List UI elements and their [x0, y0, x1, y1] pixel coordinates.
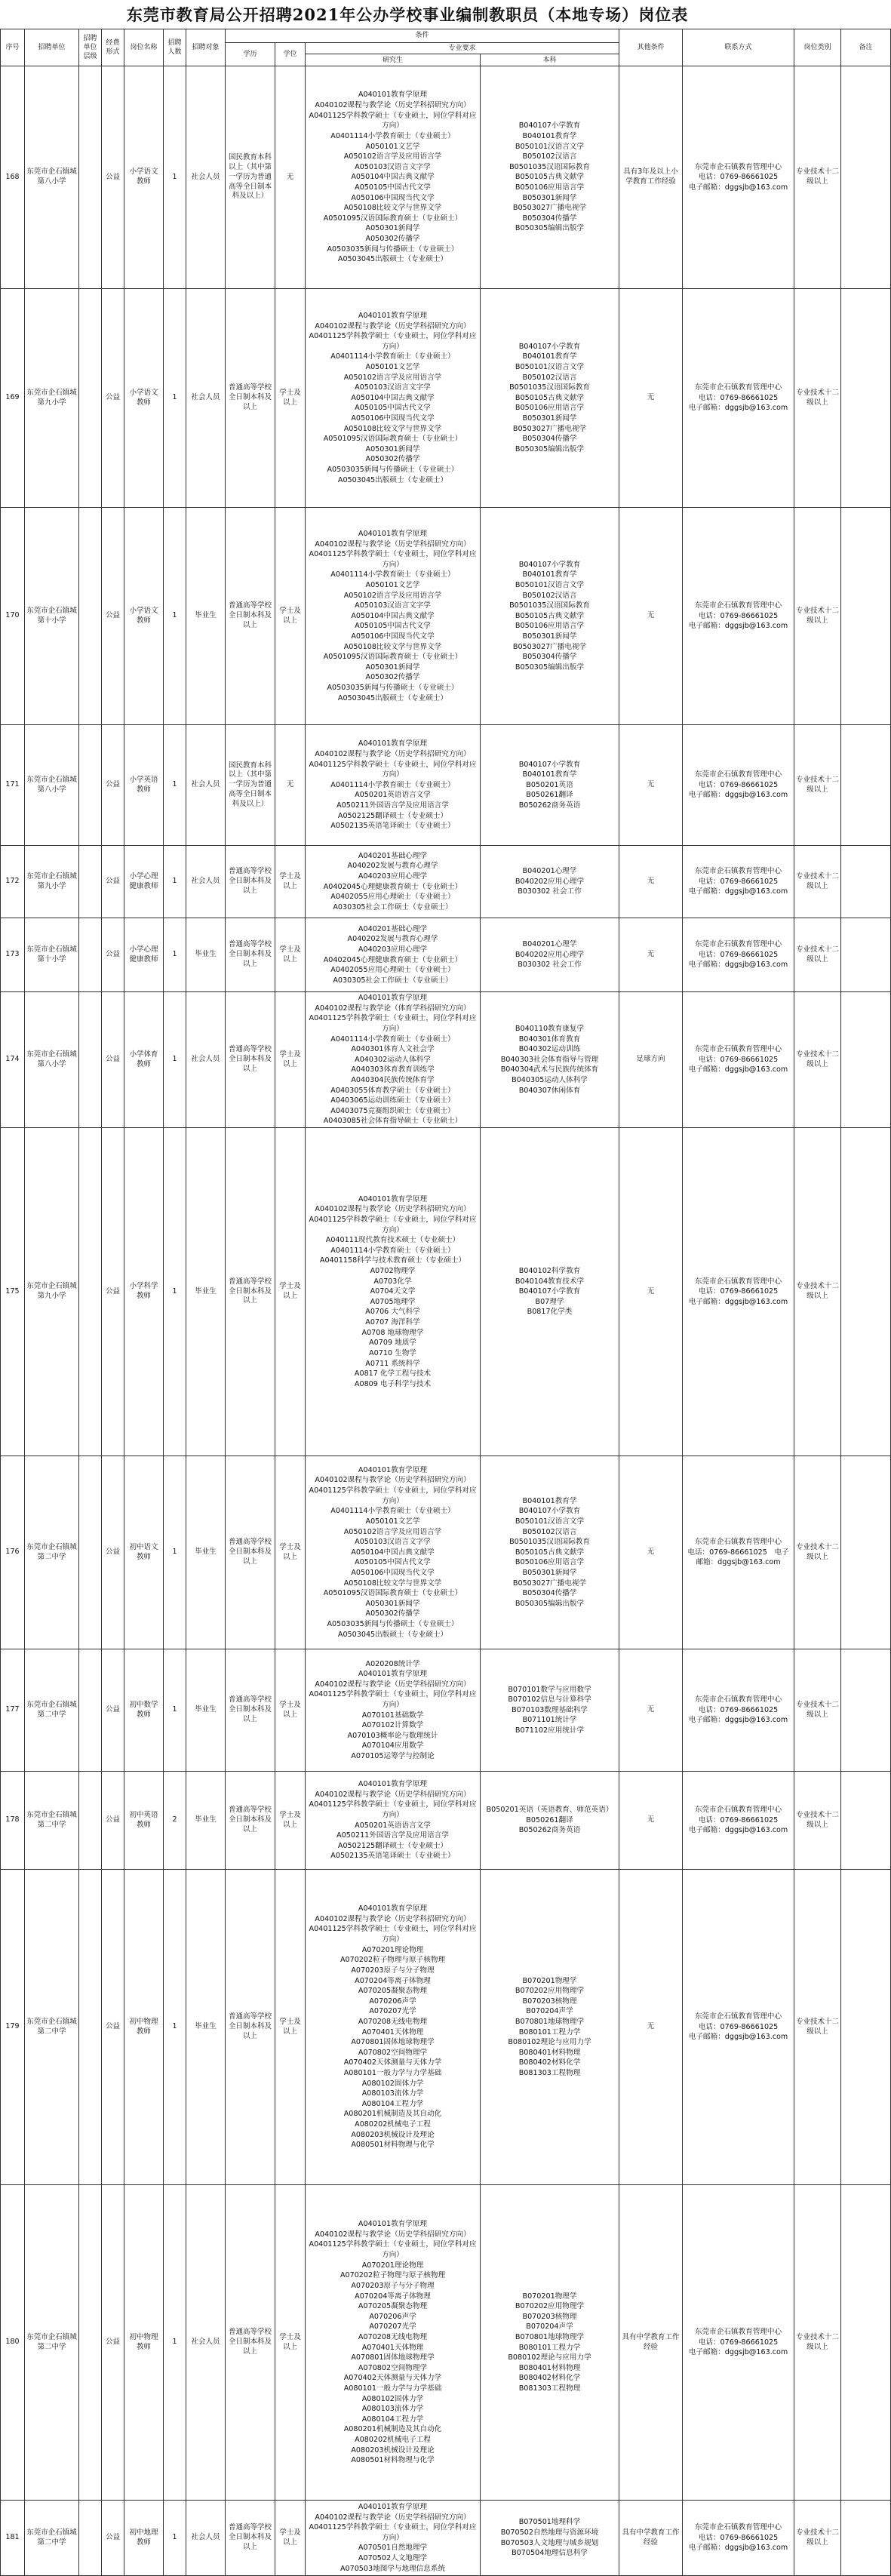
cell-post: 小学语文教师: [124, 289, 164, 508]
cell-remark: [841, 846, 891, 918]
header-other: 其他条件: [619, 29, 683, 66]
cell-num: 1: [164, 1870, 186, 2185]
header-contact: 联系方式: [683, 29, 794, 66]
cell-edu: 普通高等学校全日制本科及以上: [226, 918, 275, 992]
cell-post: 初中物理教师: [124, 1870, 164, 2185]
cell-target: 毕业生: [186, 508, 226, 725]
cell-edu: 普通高等学校全日制本科及以上: [226, 1128, 275, 1456]
cell-degree: 学士及以上: [275, 508, 306, 725]
cell-grad: A040101教育学原理 A040102课程与教学论（历史学科招研究方向） A0401125学科教学硕士（专业硕士，同位学科对应方向） A0401114小学教育硕士（专业硕士） A050201英语语言文学 A050211外国语言学及应用语言学 A0502125翻译硕士（专业硕士） A0502135英语笔译硕士（专业硕士）: [306, 725, 481, 846]
cell-unit: 东莞市企石镇城第九小学: [25, 846, 79, 918]
cell-posttype: 专业技术十二级以上: [794, 1870, 841, 2185]
cell-num: 1: [164, 1456, 186, 1649]
cell-other: 足球方向: [619, 992, 683, 1128]
cell-posttype: 专业技术十二级以上: [794, 289, 841, 508]
table-row: [1, 66, 891, 289]
cell-edu: 普通高等学校全日制本科及以上: [226, 289, 275, 508]
cell-seq: 180: [1, 2185, 25, 2501]
cell-num: 1: [164, 992, 186, 1128]
cell-unit: 东莞市企石镇城第二中学: [25, 2185, 79, 2501]
cell-target: 毕业生: [186, 1128, 226, 1456]
cell-contact: 东莞市企石镇教育管理中心 电话：0769-86661025 电子邮箱：dggsjb@163.com: [683, 1456, 794, 1649]
cell-unit: 东莞市企石镇城第八小学: [25, 725, 79, 846]
cell-edu: 普通高等学校全日制本科及以上: [226, 2185, 275, 2501]
cell-posttype: 专业技术十二级以上: [794, 725, 841, 846]
cell-under: B040101教育学 B040107小学教育 B050101汉语言文学 B050102汉语言 B0501035汉语国际教育 B050105古典文献学 B050106应用语言学 B050301新闻学 B0503027广播电视学 B050304传播学 B050305编辑出版学: [481, 1456, 619, 1649]
cell-num: 1: [164, 725, 186, 846]
cell-under: B070201物理学 B070202应用物理学 B070203核物理 B070204声学 B070801地球物理学 B080101工程力学 B080102理论与应用力学 B080401材料物理 B080402材料化学 B081303工程物理: [481, 1870, 619, 2185]
cell-under: B040107小学教育 B040101教育学 B050101汉语言文学 B050102汉语言 B0501035汉语国际教育 B050105古典文献学 B050106应用语言学 B050301新闻学 B0503027广播电视学 B050304传播学 B050305编辑出版学: [481, 289, 619, 508]
cell-nature: 公益: [102, 66, 124, 289]
cell-num: 1: [164, 508, 186, 725]
cell-under: B050201英语（英语教育、师范英语） B050261翻译 B050262商务英语: [481, 1772, 619, 1870]
cell-grad: A040101教育学原理 A040102课程与教学论（历史学科招研究方向） A0401125学科教学硕士（专业硕士，同位学科对应方向） A0401114小学教育硕士（专业硕士） A050101文艺学 A050102语言学及应用语言学 A050103汉语言文字学 A050104中国古典文献学 A050105中国古代文学 A050106中国现当代文学 A050108比较文学与世界文学 A0501095汉语国际教育硕士（专业硕士） A050301新闻学 A050302传播学 A0503035新闻与传播硕士（专业硕士） A0503045出版硕士（专业硕士）: [306, 289, 481, 508]
cell-remark: [841, 1456, 891, 1649]
cell-post: 初中数学教师: [124, 1649, 164, 1772]
cell-remark: [841, 1128, 891, 1456]
cell-nature: 公益: [102, 289, 124, 508]
cell-contact: 东莞市企石镇教育管理中心 电话：0769-86661025 电子邮箱：dggsjb@163.com: [683, 289, 794, 508]
cell-post: 初中英语教师: [124, 1772, 164, 1870]
cell-target: 社会人员: [186, 289, 226, 508]
cell-grad: A040201基础心理学 A040202发展与教育心理学 A040203应用心理学 A0402045心理健康教育硕士（专业硕士） A0402055应用心理硕士（专业硕士） A030305社会工作硕士（专业硕士）: [306, 846, 481, 918]
cell-post: 初中语文教师: [124, 1456, 164, 1649]
header-grad: 研究生: [306, 54, 481, 66]
cell-posttype: 专业技术十二级以上: [794, 1456, 841, 1649]
cell-posttype: 专业技术十二级以上: [794, 508, 841, 725]
cell-remark: [841, 2501, 891, 2576]
cell-edu: 国民教育本科以上（其中第一学历为普通高等全日制本科及以上）: [226, 725, 275, 846]
cell-posttype: 专业技术十二级以上: [794, 918, 841, 992]
cell-contact: 东莞市企石镇教育管理中心 电话：0769-86661025 电子邮箱：dggsjb@163.com: [683, 1772, 794, 1870]
cell-contact: 东莞市企石镇教育管理中心 电话：0769-86661025 电子邮箱：dggsjb@163.com: [683, 918, 794, 992]
cell-level: [79, 2185, 102, 2501]
cell-remark: [841, 918, 891, 992]
cell-remark: [841, 2185, 891, 2501]
header-level: 招聘单位层级: [79, 29, 102, 66]
cell-target: 毕业生: [186, 1456, 226, 1649]
cell-edu: 普通高等学校全日制本科及以上: [226, 992, 275, 1128]
cell-level: [79, 918, 102, 992]
cell-level: [79, 1870, 102, 2185]
cell-target: 社会人员: [186, 2185, 226, 2501]
cell-other: 无: [619, 725, 683, 846]
cell-seq: 169: [1, 289, 25, 508]
cell-seq: 175: [1, 1128, 25, 1456]
header-num: 招聘人数: [164, 29, 186, 66]
cell-degree: 无: [275, 66, 306, 289]
cell-degree: 无: [275, 725, 306, 846]
cell-edu: 国民教育本科以上（其中第一学历为普通高等全日制本科及以上）: [226, 66, 275, 289]
cell-degree: 学士及以上: [275, 1870, 306, 2185]
cell-unit: 东莞市企石镇城第十小学: [25, 508, 79, 725]
cell-seq: 174: [1, 992, 25, 1128]
cell-seq: 177: [1, 1649, 25, 1772]
cell-remark: [841, 1772, 891, 1870]
cell-grad: A040201基础心理学 A040202发展与教育心理学 A040203应用心理学 A0402045心理健康教育硕士（专业硕士） A0402055应用心理硕士（专业硕士） A030305社会工作硕士（专业硕士）: [306, 918, 481, 992]
header-seq: 序号: [1, 29, 25, 66]
cell-post: 小学语文教师: [124, 508, 164, 725]
cell-level: [79, 992, 102, 1128]
cell-nature: 公益: [102, 508, 124, 725]
cell-grad: A020208统计学 A040101教育学原理 A040102课程与教学论（历史学科招研究方向） A0401125学科教学硕士（专业硕士，同位学科对应方向） A070101基础数学 A070102计算数学 A070103概率论与数理统计 A070104应用数学 A070105运筹学与控制论: [306, 1649, 481, 1772]
cell-remark: [841, 725, 891, 846]
table-row: [1, 1772, 891, 1870]
header-major: 专业要求: [306, 43, 619, 54]
cell-target: 社会人员: [186, 725, 226, 846]
header-under: 本科: [481, 54, 619, 66]
cell-contact: 东莞市企石镇教育管理中心 电话：0769-86661025 电子邮箱：dggsjb@163.com: [683, 2501, 794, 2576]
cell-level: [79, 1772, 102, 1870]
cell-grad: A040101教育学原理 A040102课程与教学论（历史学科招研究方向） A0401125学科教学硕士（专业硕士，同位学科对应方向） A050201英语语言文学 A050211外国语言学及应用语言学 A0502125翻译硕士（专业硕士） A0502135英语笔译硕士（专业硕士）: [306, 1772, 481, 1870]
cell-level: [79, 1456, 102, 1649]
cell-post: 初中地理教师: [124, 2501, 164, 2576]
cell-seq: 170: [1, 508, 25, 725]
table-row: [1, 1128, 891, 1456]
cell-target: 社会人员: [186, 846, 226, 918]
cell-under: B040107小学教育 B040101教育学 B050201英语 B050261翻译 B050262商务英语: [481, 725, 619, 846]
cell-num: 2: [164, 1772, 186, 1870]
cell-other: 无: [619, 846, 683, 918]
cell-unit: 东莞市企石镇城第九小学: [25, 1128, 79, 1456]
cell-under: B040201心理学 B040202应用心理学 B030302 社会工作: [481, 918, 619, 992]
cell-num: 1: [164, 846, 186, 918]
table-row: [1, 1870, 891, 2185]
cell-seq: 178: [1, 1772, 25, 1870]
cell-edu: 普通高等学校全日制本科及以上: [226, 846, 275, 918]
cell-grad: A040101教育学原理 A040102课程与教学论（历史学科招研究方向） A0401125学科教学硕士（专业硕士，同位学科对应方向） A040111现代教育技术硕士（专业硕士） A0401114小学教育硕士（专业硕士） A0401158科学与技术教育硕士（专业硕士） A0702物理学 A0703化学 A0704天文学 A0705地理学 A0706 大气科学 A0707 海洋科学 A0708 地球物理学 A0709 地质学 A0710 生物学 A0711 系统科学 A0817 化学工程与技术 A0809 电子科学与技术: [306, 1128, 481, 1456]
cell-unit: 东莞市企石镇城第九小学: [25, 289, 79, 508]
cell-posttype: 专业技术十二级以上: [794, 2501, 841, 2576]
cell-unit: 东莞市企石镇城第二中学: [25, 2501, 79, 2576]
header-remark: 备注: [841, 29, 891, 66]
cell-posttype: 专业技术十二级以上: [794, 1128, 841, 1456]
cell-other: 无: [619, 1128, 683, 1456]
cell-unit: 东莞市企石镇城第二中学: [25, 1649, 79, 1772]
cell-contact: 东莞市企石镇教育管理中心 电话：0769-86661025 电子邮箱：dggsjb@163.com: [683, 2185, 794, 2501]
cell-contact: 东莞市企石镇教育管理中心 电话：0769-86661025 电子邮箱：dggsjb@163.com: [683, 1870, 794, 2185]
cell-contact: 东莞市企石镇教育管理中心 电话：0769-86661025 电子邮箱：dggsjb@163.com: [683, 992, 794, 1128]
cell-nature: 公益: [102, 2185, 124, 2501]
cell-seq: 168: [1, 66, 25, 289]
cell-nature: 公益: [102, 1870, 124, 2185]
cell-post: 小学语文教师: [124, 66, 164, 289]
job-table: [0, 29, 891, 2576]
cell-nature: 公益: [102, 1456, 124, 1649]
cell-level: [79, 66, 102, 289]
cell-unit: 东莞市企石镇城第八小学: [25, 992, 79, 1128]
cell-grad: A040101教育学原理 A040102课程与教学论（历史学科招研究方向） A0401125学科教学硕士（专业硕士，同位学科对应方向） A0401114小学教育硕士（专业硕士） A050101文艺学 A050102语言学及应用语言学 A050103汉语言文字学 A050104中国古典文献学 A050105中国古代文学 A050106中国现当代文学 A050108比较文学与世界文学 A0501095汉语国际教育硕士（专业硕士） A050301新闻学 A050302传播学 A0503035新闻与传播硕士（专业硕士） A0503045出版硕士（专业硕士）: [306, 508, 481, 725]
cell-other: 无: [619, 1649, 683, 1772]
cell-num: 1: [164, 1128, 186, 1456]
cell-contact: 东莞市企石镇教育管理中心 电话：0769-86661025 电子邮箱：dggsjb@163.com: [683, 725, 794, 846]
table-row: [1, 1649, 891, 1772]
cell-degree: 学士及以上: [275, 2185, 306, 2501]
cell-grad: A040101教育学原理 A040102课程与教学论（历史学科招研究方向） A0401125学科教学硕士（专业硕士，同位学科对应方向） A0401114小学教育硕士（专业硕士） A050101文艺学 A050102语言学及应用语言学 A050103汉语言文字学 A050104中国古典文献学 A050105中国古代文学 A050106中国现当代文学 A050108比较文学与世界文学 A0501095汉语国际教育硕士（专业硕士） A050301新闻学 A050302传播学 A0503035新闻与传播硕士（专业硕士） A0503045出版硕士（专业硕士）: [306, 66, 481, 289]
cell-contact: 东莞市企石镇教育管理中心 电话：0769-86661025 电子邮箱：dggsjb@163.com: [683, 66, 794, 289]
cell-other: 具有中学教育工作经验: [619, 2501, 683, 2576]
cell-num: 1: [164, 2185, 186, 2501]
cell-nature: 公益: [102, 918, 124, 992]
cell-remark: [841, 1870, 891, 2185]
cell-nature: 公益: [102, 2501, 124, 2576]
cell-grad: A040101教育学原理 A040102课程与教学论（历史学科招研究方向） A0401125学科教学硕士（专业硕士，同位学科对应方向） A0401114小学教育硕士（专业硕士） A050101文艺学 A050102语言学及应用语言学 A050103汉语言文字学 A050104中国古典文献学 A050105中国古代文学 A050106中国现当代文学 A050108比较文学与世界文学 A0501095汉语国际教育硕士（专业硕士） A050301新闻学 A050302传播学 A0503035新闻与传播硕士（专业硕士） A0503045出版硕士（专业硕士）: [306, 1456, 481, 1649]
cell-target: 社会人员: [186, 66, 226, 289]
cell-posttype: 专业技术十二级以上: [794, 1772, 841, 1870]
cell-other: 无: [619, 508, 683, 725]
cell-under: B070101数学与应用数学 B070102信息与计算科学 B070103数理基础科学 B071101统计学 B071102应用统计学: [481, 1649, 619, 1772]
cell-other: 无: [619, 289, 683, 508]
cell-num: 1: [164, 2501, 186, 2576]
cell-target: 毕业生: [186, 1772, 226, 1870]
cell-other: 无: [619, 1772, 683, 1870]
table-row: [1, 1456, 891, 1649]
cell-post: 初中物理教师: [124, 2185, 164, 2501]
cell-other: 具有3年及以上小学教育工作经验: [619, 66, 683, 289]
table-row: [1, 725, 891, 846]
header-nature: 经费形式: [102, 29, 124, 66]
cell-under: B040102科学教育 B040104教育技术学 B040107小学教育 B07理学 B0817化学类: [481, 1128, 619, 1456]
cell-degree: 学士及以上: [275, 1456, 306, 1649]
cell-unit: 东莞市企石镇城第八小学: [25, 66, 79, 289]
cell-remark: [841, 289, 891, 508]
cell-post: 小学心理健康教师: [124, 846, 164, 918]
cell-level: [79, 1128, 102, 1456]
cell-contact: 东莞市企石镇教育管理中心 电话：0769-86661025 电子邮箱：dggsjb@163.com: [683, 1128, 794, 1456]
cell-posttype: 专业技术十二级以上: [794, 66, 841, 289]
cell-other: 无: [619, 918, 683, 992]
cell-degree: 学士及以上: [275, 289, 306, 508]
cell-seq: 181: [1, 2501, 25, 2576]
cell-seq: 172: [1, 846, 25, 918]
cell-unit: 东莞市企石镇城第二中学: [25, 1456, 79, 1649]
cell-contact: 东莞市企石镇教育管理中心 电话：0769-86661025 电子邮箱：dggsjb@163.com: [683, 508, 794, 725]
header-posttype: 岗位类别: [794, 29, 841, 66]
cell-num: 1: [164, 66, 186, 289]
cell-under: B070501地理科学 B070502自然地理与资源环境 B070503人文地理与城乡规划 B070504地理信息科学: [481, 2501, 619, 2576]
table-row: [1, 2501, 891, 2576]
table-row: [1, 508, 891, 725]
cell-remark: [841, 66, 891, 289]
cell-num: 1: [164, 1649, 186, 1772]
cell-edu: 普通高等学校全日制本科及以上: [226, 2501, 275, 2576]
cell-under: B040107小学教育 B040101教育学 B050101汉语言文学 B050102汉语言 B0501035汉语国际教育 B050105古典文献学 B050106应用语言学 B050301新闻学 B0503027广播电视学 B050304传播学 B050305编辑出版学: [481, 508, 619, 725]
cell-num: 1: [164, 289, 186, 508]
table-row: [1, 918, 891, 992]
cell-edu: 普通高等学校全日制本科及以上: [226, 1870, 275, 2185]
table-row: [1, 289, 891, 508]
table-row: [1, 846, 891, 918]
cell-post: 小学英语教师: [124, 725, 164, 846]
cell-other: 具有中学教育工作经验: [619, 2185, 683, 2501]
cell-post: 小学体育教师: [124, 992, 164, 1128]
cell-edu: 普通高等学校全日制本科及以上: [226, 508, 275, 725]
cell-seq: 171: [1, 725, 25, 846]
cell-degree: 学士及以上: [275, 1772, 306, 1870]
cell-seq: 176: [1, 1456, 25, 1649]
cell-degree: 学士及以上: [275, 992, 306, 1128]
cell-seq: 179: [1, 1870, 25, 2185]
cell-other: 无: [619, 1870, 683, 2185]
cell-unit: 东莞市企石镇城第二中学: [25, 1870, 79, 2185]
cell-nature: 公益: [102, 992, 124, 1128]
cell-posttype: 专业技术十二级以上: [794, 992, 841, 1128]
cell-post: 小学科学教师: [124, 1128, 164, 1456]
cell-level: [79, 725, 102, 846]
table-row: [1, 2185, 891, 2501]
cell-degree: 学士及以上: [275, 846, 306, 918]
cell-grad: A040101教育学原理 A040102课程与教学论（历史学科招研究方向） A0401125学科教学硕士（专业硕士，同位学科对应方向） A070201理论物理 A070202粒子物理与原子核物理 A070203原子与分子物理 A070204等离子体物理 A070205凝聚态物理 A070206声学 A070207光学 A070208无线电物理 A070401天体物理 A070801固体地球物理学 A070802空间物理学 A070402天体测量与天体力学 A080101一般力学与力学基础 A080102固体力学 A080103流体力学 A080104工程力学 A080201机械制造及其自动化 A080202机械电子工程 A080203机械设计及理论 A080501材料物理与化学: [306, 2185, 481, 2501]
cell-degree: 学士及以上: [275, 2501, 306, 2576]
cell-edu: 普通高等学校全日制本科及以上: [226, 1772, 275, 1870]
cell-under: B040201心理学 B040202应用心理学 B030302 社会工作: [481, 846, 619, 918]
header-conditions: 条件: [226, 29, 619, 43]
cell-remark: [841, 508, 891, 725]
cell-nature: 公益: [102, 1128, 124, 1456]
cell-posttype: 专业技术十二级以上: [794, 846, 841, 918]
cell-target: 毕业生: [186, 1649, 226, 1772]
cell-remark: [841, 1649, 891, 1772]
cell-edu: 普通高等学校全日制本科及以上: [226, 1456, 275, 1649]
header-target: 招聘对象: [186, 29, 226, 66]
cell-nature: 公益: [102, 1649, 124, 1772]
cell-degree: 学士及以上: [275, 918, 306, 992]
header-edu: 学历: [226, 43, 275, 66]
cell-target: 社会人员: [186, 2501, 226, 2576]
cell-contact: 东莞市企石镇教育管理中心 电话：0769-86661025 电子邮箱：dggsjb@163.com: [683, 1649, 794, 1772]
cell-target: 毕业生: [186, 1870, 226, 2185]
cell-grad: A040101教育学原理 A040102课程与教学论（体育学科招研究方向） A0401125学科教学硕士（专业硕士，同位学科对应方向） A0401114小学教育硕士（专业硕士） A040301体育人文社会学 A040302运动人体科学 A040303体育教育训练学 A040304民族传统体育学 A0403055体育教学硕士（专业硕士） A0403065运动训练硕士（专业硕士） A0403075竞赛组织硕士（专业硕士） A0403085社会体育指导硕士（专业硕士）: [306, 992, 481, 1128]
header-post: 岗位名称: [124, 29, 164, 66]
cell-posttype: 专业技术十二级以上: [794, 2185, 841, 2501]
cell-remark: [841, 992, 891, 1128]
cell-degree: 学士及以上: [275, 1649, 306, 1772]
cell-under: B040110教育康复学 B040301体育教育 B040302运动训练 B040303社会体育指导与管理 B040304武术与民族传统体育 B040305运动人体科学 B040307休闲体育: [481, 992, 619, 1128]
cell-unit: 东莞市企石镇城第二中学: [25, 1772, 79, 1870]
table-row: [1, 992, 891, 1128]
cell-nature: 公益: [102, 846, 124, 918]
cell-unit: 东莞市企石镇城第十小学: [25, 918, 79, 992]
cell-edu: 普通高等学校全日制本科及以上: [226, 1649, 275, 1772]
cell-num: 1: [164, 918, 186, 992]
cell-degree: 学士及以上: [275, 1128, 306, 1456]
cell-posttype: 专业技术十二级以上: [794, 1649, 841, 1772]
header-degree: 学位: [275, 43, 306, 66]
cell-post: 小学心理健康教师: [124, 918, 164, 992]
cell-grad: A040101教育学原理 A040102课程与教学论（历史学科招研究方向） A0401125学科教学硕士（专业硕士，同位学科对应方向） A070501自然地理学 A070502人文地理学 A070503地图学与地理信息系统: [306, 2501, 481, 2576]
cell-level: [79, 508, 102, 725]
cell-level: [79, 1649, 102, 1772]
cell-level: [79, 846, 102, 918]
cell-other: 无: [619, 1456, 683, 1649]
cell-level: [79, 2501, 102, 2576]
cell-nature: 公益: [102, 725, 124, 846]
cell-under: B040107小学教育 B040101教育学 B050101汉语言文学 B050102汉语言 B0501035汉语国际教育 B050105古典文献学 B050106应用语言学 B050301新闻学 B0503027广播电视学 B050304传播学 B050305编辑出版学: [481, 66, 619, 289]
cell-nature: 公益: [102, 1772, 124, 1870]
cell-under: B070201物理学 B070202应用物理学 B070203核物理 B070204声学 B070801地球物理学 B080101工程力学 B080102理论与应用力学 B080401材料物理 B080402材料化学 B081303工程物理: [481, 2185, 619, 2501]
cell-level: [79, 289, 102, 508]
cell-seq: 173: [1, 918, 25, 992]
page-title: 东莞市教育局公开招聘2021年公办学校事业编制教职员（本地专场）岗位表: [126, 5, 689, 24]
cell-target: 社会人员: [186, 992, 226, 1128]
cell-contact: 东莞市企石镇教育管理中心 电话：0769-86661025 电子邮箱：dggsjb@163.com: [683, 846, 794, 918]
cell-grad: A040101教育学原理 A040102课程与教学论（历史学科招研究方向） A0401125学科教学硕士（专业硕士，同位学科对应方向） A070201理论物理 A070202粒子物理与原子核物理 A070203原子与分子物理 A070204等离子体物理 A070205凝聚态物理 A070206声学 A070207光学 A070208无线电物理 A070401天体物理 A070801固体地球物理学 A070802空间物理学 A070402天体测量与天体力学 A080101一般力学与力学基础 A080102固体力学 A080103流体力学 A080104工程力学 A080201机械制造及其自动化 A080202机械电子工程 A080203机械设计及理论 A080501材料物理与化学: [306, 1870, 481, 2185]
cell-target: 毕业生: [186, 918, 226, 992]
header-unit: 招聘单位: [25, 29, 79, 66]
